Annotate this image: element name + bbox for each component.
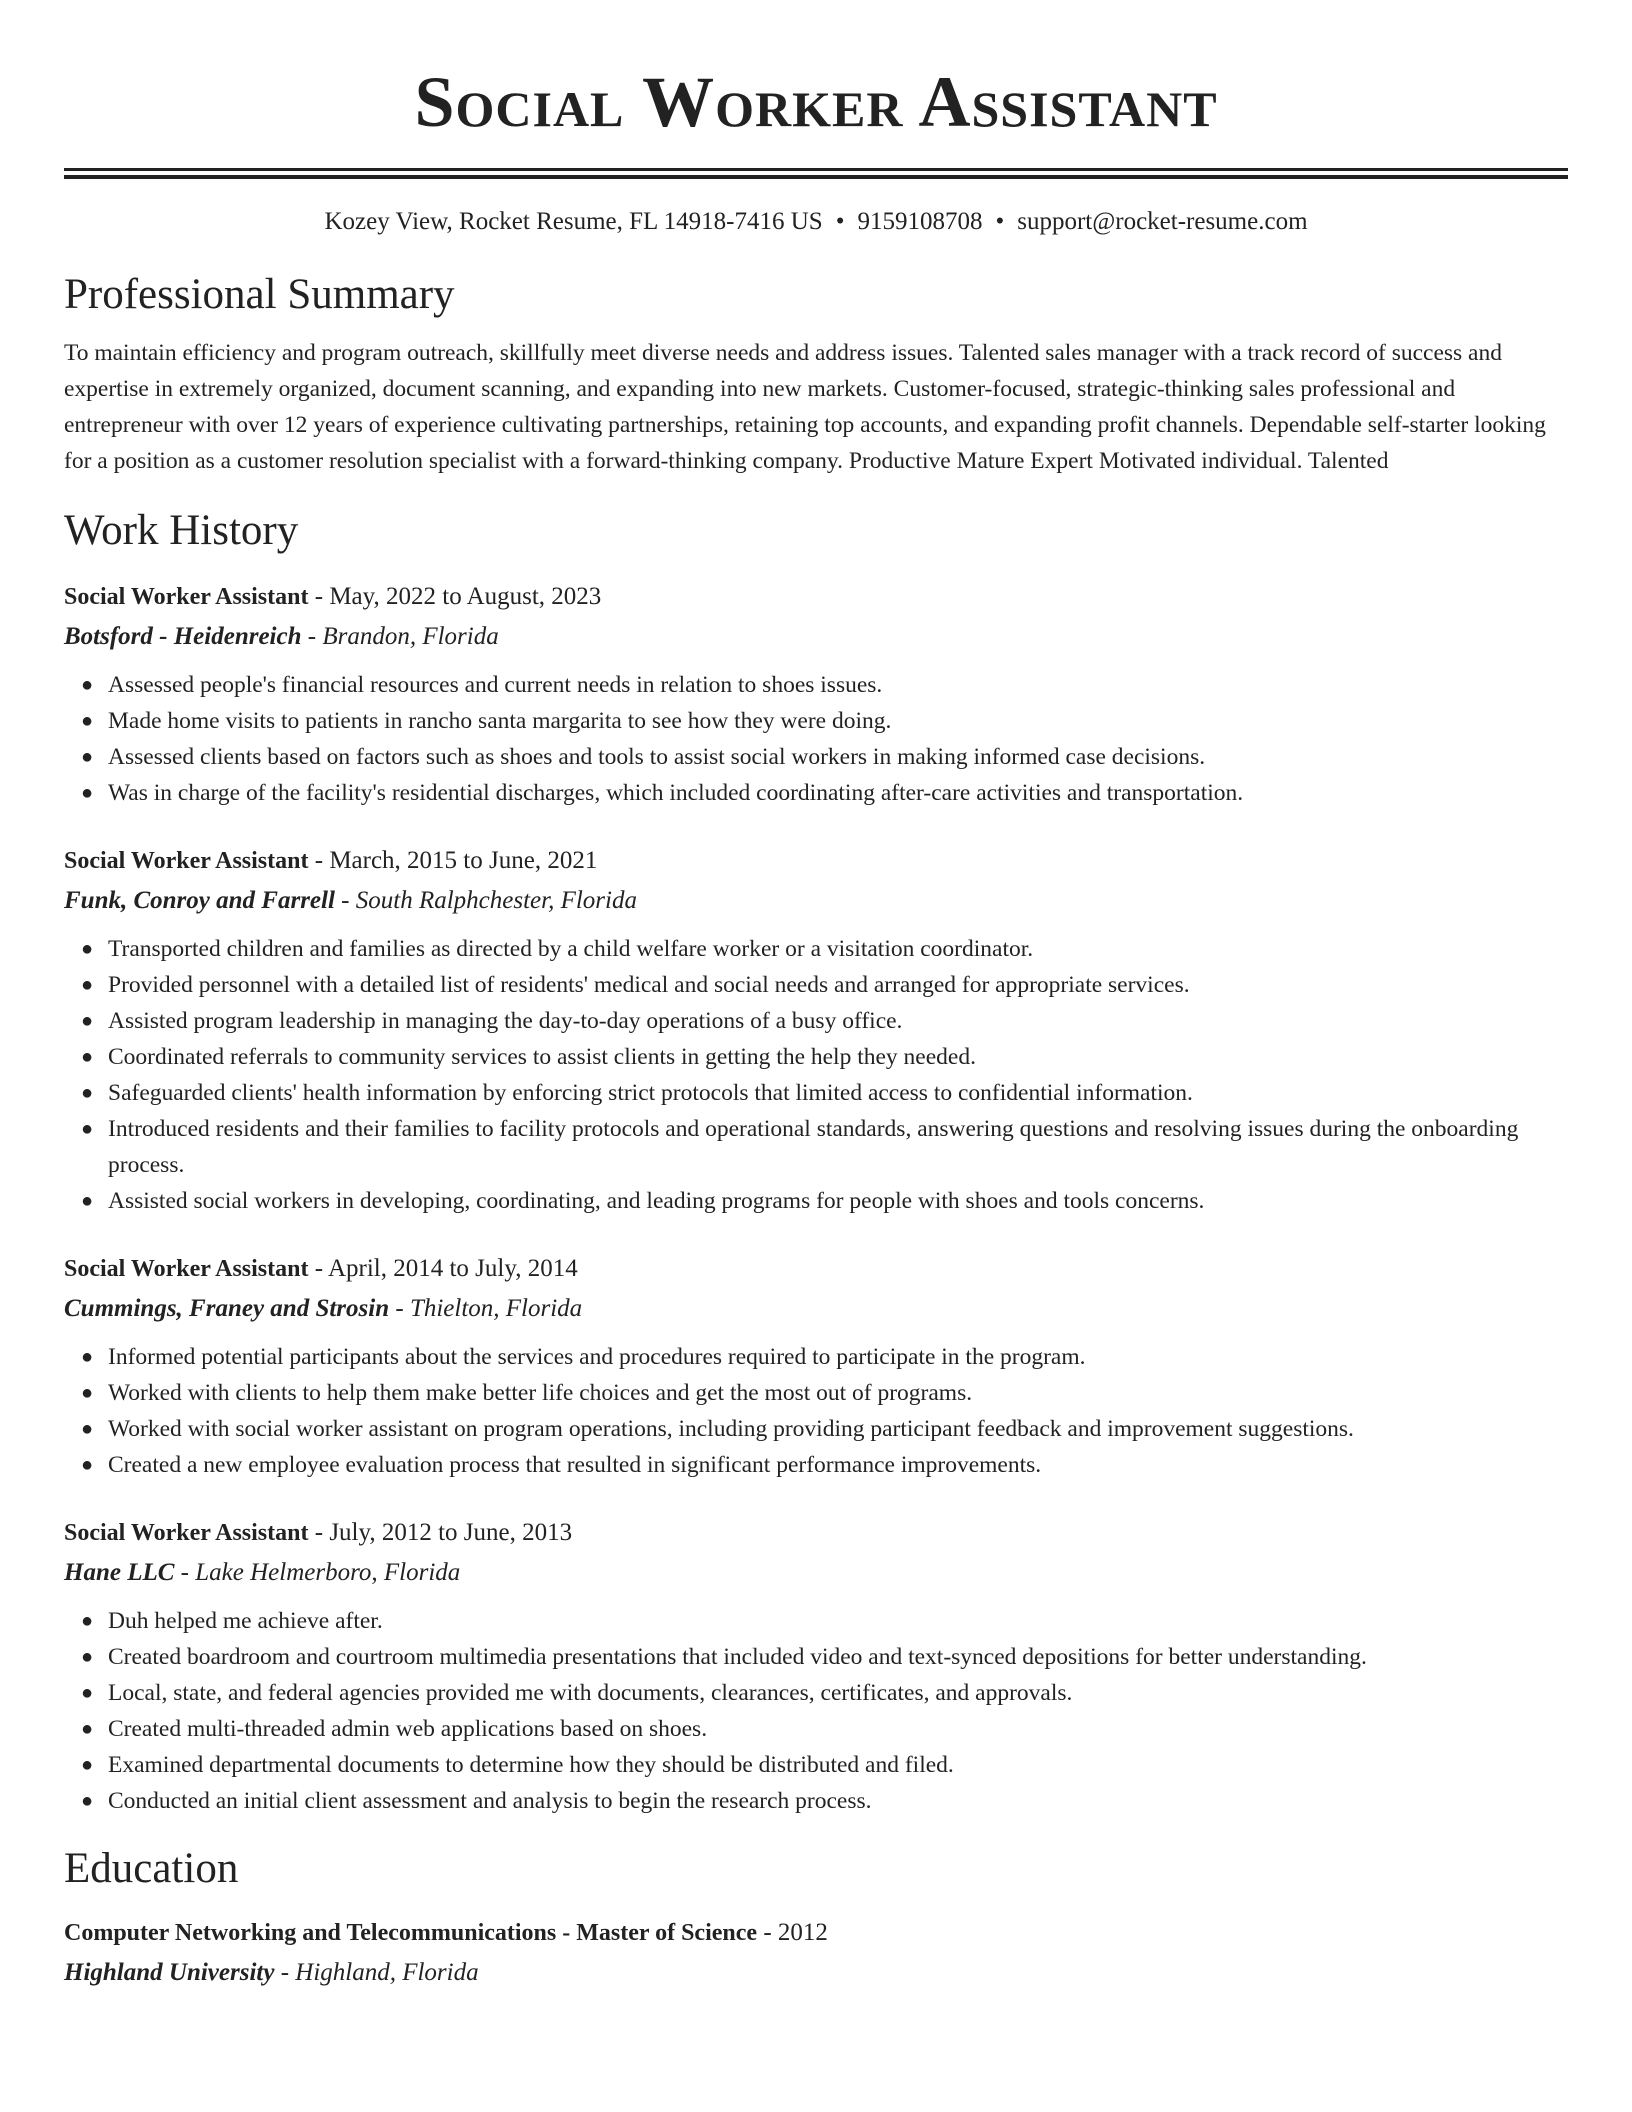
job-location: Thielton, Florida: [409, 1295, 583, 1322]
bullet-dot-icon: ●: [81, 1010, 94, 1032]
job-title: Social Worker Assistant: [64, 1520, 309, 1546]
dash-separator: -: [274, 1959, 296, 1986]
job-bullet-text: Safeguarded clients' health information by enforcing strict protocols that limited access to confidential information.: [108, 1080, 1193, 1106]
bullet-dot-icon: ●: [81, 1682, 94, 1704]
job-bullet-text: Coordinated referrals to community services to assist clients in getting the help they needed.: [108, 1044, 976, 1070]
bullet-dot-icon: ●: [81, 1418, 94, 1440]
dash-separator: -: [389, 1295, 410, 1322]
job-location: Lake Helmerboro, Florida: [195, 1559, 461, 1586]
summary-heading: Professional Summary: [64, 271, 455, 318]
job-title-line: [64, 577, 1568, 617]
job-bullet-item: [81, 1375, 1568, 1411]
bullet-dot-icon: ●: [81, 1754, 94, 1776]
education-degree-line: [64, 1913, 1568, 1953]
job-bullet-text: Examined departmental documents to determine how they should be distributed and filed.: [108, 1752, 954, 1778]
job-company: Funk, Conroy and Farrell: [64, 887, 335, 914]
job-dates: March, 2015 to June, 2021: [329, 847, 598, 874]
bullet-dot-icon: ●: [81, 1046, 94, 1068]
job-company-line: [64, 1289, 1568, 1329]
job-bullets: [64, 1603, 1568, 1819]
contact-phone: 9159108708: [857, 208, 983, 235]
resume-title: Social Worker Assistant: [414, 62, 1218, 142]
job-entry: [64, 577, 1568, 811]
bullet-dot-icon: ●: [81, 1454, 94, 1476]
job-bullet-text: Assessed people's financial resources and current needs in relation to shoes issues.: [108, 672, 883, 698]
job-bullet-text: Was in charge of the facility's residential discharges, which included coordinating after-care activities and transportation.: [108, 780, 1244, 806]
job-bullet-text: Introduced residents and their families to facility protocols and operational standards, answering questions and resolving issues during the onboarding process.: [108, 1116, 1519, 1178]
education-degree: Computer Networking and Telecommunications - Master of Science: [64, 1920, 758, 1946]
contact-separator: •: [835, 208, 845, 235]
job-company: Cummings, Franey and Strosin: [64, 1295, 390, 1322]
job-company: Hane LLC: [64, 1559, 175, 1586]
bullet-dot-icon: ●: [81, 1118, 94, 1140]
title-double-rule: [64, 168, 1568, 179]
job-bullet-text: Informed potential participants about the services and procedures required to participate in the program.: [108, 1344, 1086, 1370]
dash-separator: -: [334, 887, 356, 914]
job-location: South Ralphchester, Florida: [355, 887, 637, 914]
job-bullet-item: [81, 1447, 1568, 1483]
job-dates: April, 2014 to July, 2014: [327, 1255, 578, 1282]
bullet-dot-icon: ●: [81, 1190, 94, 1212]
job-title-line: [64, 841, 1568, 881]
bullet-dot-icon: ●: [81, 1346, 94, 1368]
bullet-dot-icon: ●: [81, 674, 94, 696]
job-bullet-item: [81, 667, 1568, 703]
job-bullet-item: [81, 1003, 1568, 1039]
contact-separator: •: [995, 208, 1005, 235]
job-bullet-item: [81, 1711, 1568, 1747]
bullet-dot-icon: ●: [81, 1718, 94, 1740]
job-entry: [64, 1249, 1568, 1483]
bullet-dot-icon: ●: [81, 746, 94, 768]
job-entry: [64, 841, 1568, 1219]
job-bullet-item: [81, 1675, 1568, 1711]
dash-separator: -: [308, 847, 330, 874]
job-bullet-text: Duh helped me achieve after.: [108, 1608, 383, 1634]
bullet-dot-icon: ●: [81, 1382, 94, 1404]
job-bullets: [64, 1339, 1568, 1483]
job-bullet-text: Assessed clients based on factors such as shoes and tools to assist social workers in making informed case decisions.: [108, 744, 1206, 770]
job-bullet-item: [81, 1411, 1568, 1447]
job-bullet-item: [81, 1183, 1568, 1219]
job-bullet-text: Transported children and families as directed by a child welfare worker or a visitation coordinator.: [108, 936, 1034, 962]
bullet-dot-icon: ●: [81, 1646, 94, 1668]
job-company-line: [64, 617, 1568, 657]
job-bullet-text: Made home visits to patients in rancho santa margarita to see how they were doing.: [108, 708, 892, 734]
job-bullet-text: Conducted an initial client assessment and analysis to begin the research process.: [108, 1788, 872, 1814]
education-school: Highland University: [64, 1959, 275, 1986]
job-company-line: [64, 1553, 1568, 1593]
job-bullet-text: Local, state, and federal agencies provided me with documents, clearances, certificates, and approvals.: [108, 1680, 1073, 1706]
work-history-list: [64, 577, 1568, 1819]
bullet-dot-icon: ●: [81, 1082, 94, 1104]
job-bullets: [64, 667, 1568, 811]
job-bullet-item: [81, 1603, 1568, 1639]
job-company-line: [64, 881, 1568, 921]
job-bullet-item: [81, 931, 1568, 967]
bullet-dot-icon: ●: [81, 710, 94, 732]
job-bullet-item: [81, 1039, 1568, 1075]
job-bullet-item: [81, 967, 1568, 1003]
job-title-line: [64, 1249, 1568, 1289]
job-dates: May, 2022 to August, 2023: [329, 583, 602, 610]
job-bullet-text: Created a new employee evaluation process that resulted in significant performance improvements.: [108, 1452, 1042, 1478]
job-company: Botsford - Heidenreich: [64, 623, 302, 650]
job-bullet-text: Worked with social worker assistant on program operations, including providing participant feedback and improvement suggestions.: [108, 1416, 1354, 1442]
job-bullet-item: [81, 1075, 1568, 1111]
contact-line: [64, 205, 1568, 239]
job-bullet-item: [81, 1339, 1568, 1375]
job-bullet-item: [81, 739, 1568, 775]
job-location: Brandon, Florida: [322, 623, 499, 650]
job-bullet-text: Assisted social workers in developing, coordinating, and leading programs for people with shoes and tools concerns.: [108, 1188, 1205, 1214]
bullet-dot-icon: ●: [81, 1610, 94, 1632]
bullet-dot-icon: ●: [81, 974, 94, 996]
education-year: 2012: [777, 1919, 828, 1946]
job-bullet-text: Provided personnel with a detailed list of residents' medical and social needs and arranged for appropriate services.: [108, 972, 1190, 998]
dash-separator: -: [308, 1519, 330, 1546]
dash-separator: -: [308, 583, 330, 610]
summary-text: To maintain efficiency and program outreach, skillfully meet diverse needs and address issues. Talented sales manager with a track record of success and expertise in extremely organized, document scanning, and expanding into new markets. Customer-focused, strategic-thinking sales professional and entrepreneur with over 12 years of experience cultivating partnerships, retaining top accounts, and expanding profit channels. Dependable self-starter looking for a position as a customer resolution specialist with a forward-thinking company. Productive Mature Expert Motivated individual. Talented: [64, 340, 1546, 474]
job-dates: July, 2012 to June, 2013: [329, 1519, 573, 1546]
dash-separator: -: [308, 1255, 328, 1282]
bullet-dot-icon: ●: [81, 1790, 94, 1812]
job-bullets: [64, 931, 1568, 1219]
contact-email: support@rocket-resume.com: [1017, 208, 1308, 235]
education-location: Highland, Florida: [295, 1959, 479, 1986]
job-bullet-text: Created boardroom and courtroom multimedia presentations that included video and text-synced depositions for better understanding.: [108, 1644, 1367, 1670]
job-bullet-item: [81, 1747, 1568, 1783]
education-school-line: [64, 1953, 1568, 1993]
education-entry: [64, 1913, 1568, 1993]
job-bullet-text: Created multi-threaded admin web applications based on shoes.: [108, 1716, 708, 1742]
job-title: Social Worker Assistant: [64, 1256, 309, 1282]
job-bullet-item: [81, 1111, 1568, 1183]
job-bullet-item: [81, 775, 1568, 811]
work-history-heading: Work History: [64, 507, 299, 554]
bullet-dot-icon: ●: [81, 782, 94, 804]
job-bullet-item: [81, 1639, 1568, 1675]
bullet-dot-icon: ●: [81, 938, 94, 960]
dash-separator: -: [757, 1919, 778, 1946]
job-title: Social Worker Assistant: [64, 848, 309, 874]
contact-address: Kozey View, Rocket Resume, FL 14918-7416 US: [324, 208, 823, 235]
education-heading: Education: [64, 1845, 239, 1892]
job-bullet-item: [81, 1783, 1568, 1819]
job-bullet-text: Assisted program leadership in managing the day-to-day operations of a busy office.: [108, 1008, 903, 1034]
job-title: Social Worker Assistant: [64, 584, 309, 610]
job-bullet-text: Worked with clients to help them make better life choices and get the most out of programs.: [108, 1380, 973, 1406]
dash-separator: -: [174, 1559, 196, 1586]
job-entry: [64, 1513, 1568, 1819]
dash-separator: -: [301, 623, 323, 650]
job-bullet-item: [81, 703, 1568, 739]
job-title-line: [64, 1513, 1568, 1553]
